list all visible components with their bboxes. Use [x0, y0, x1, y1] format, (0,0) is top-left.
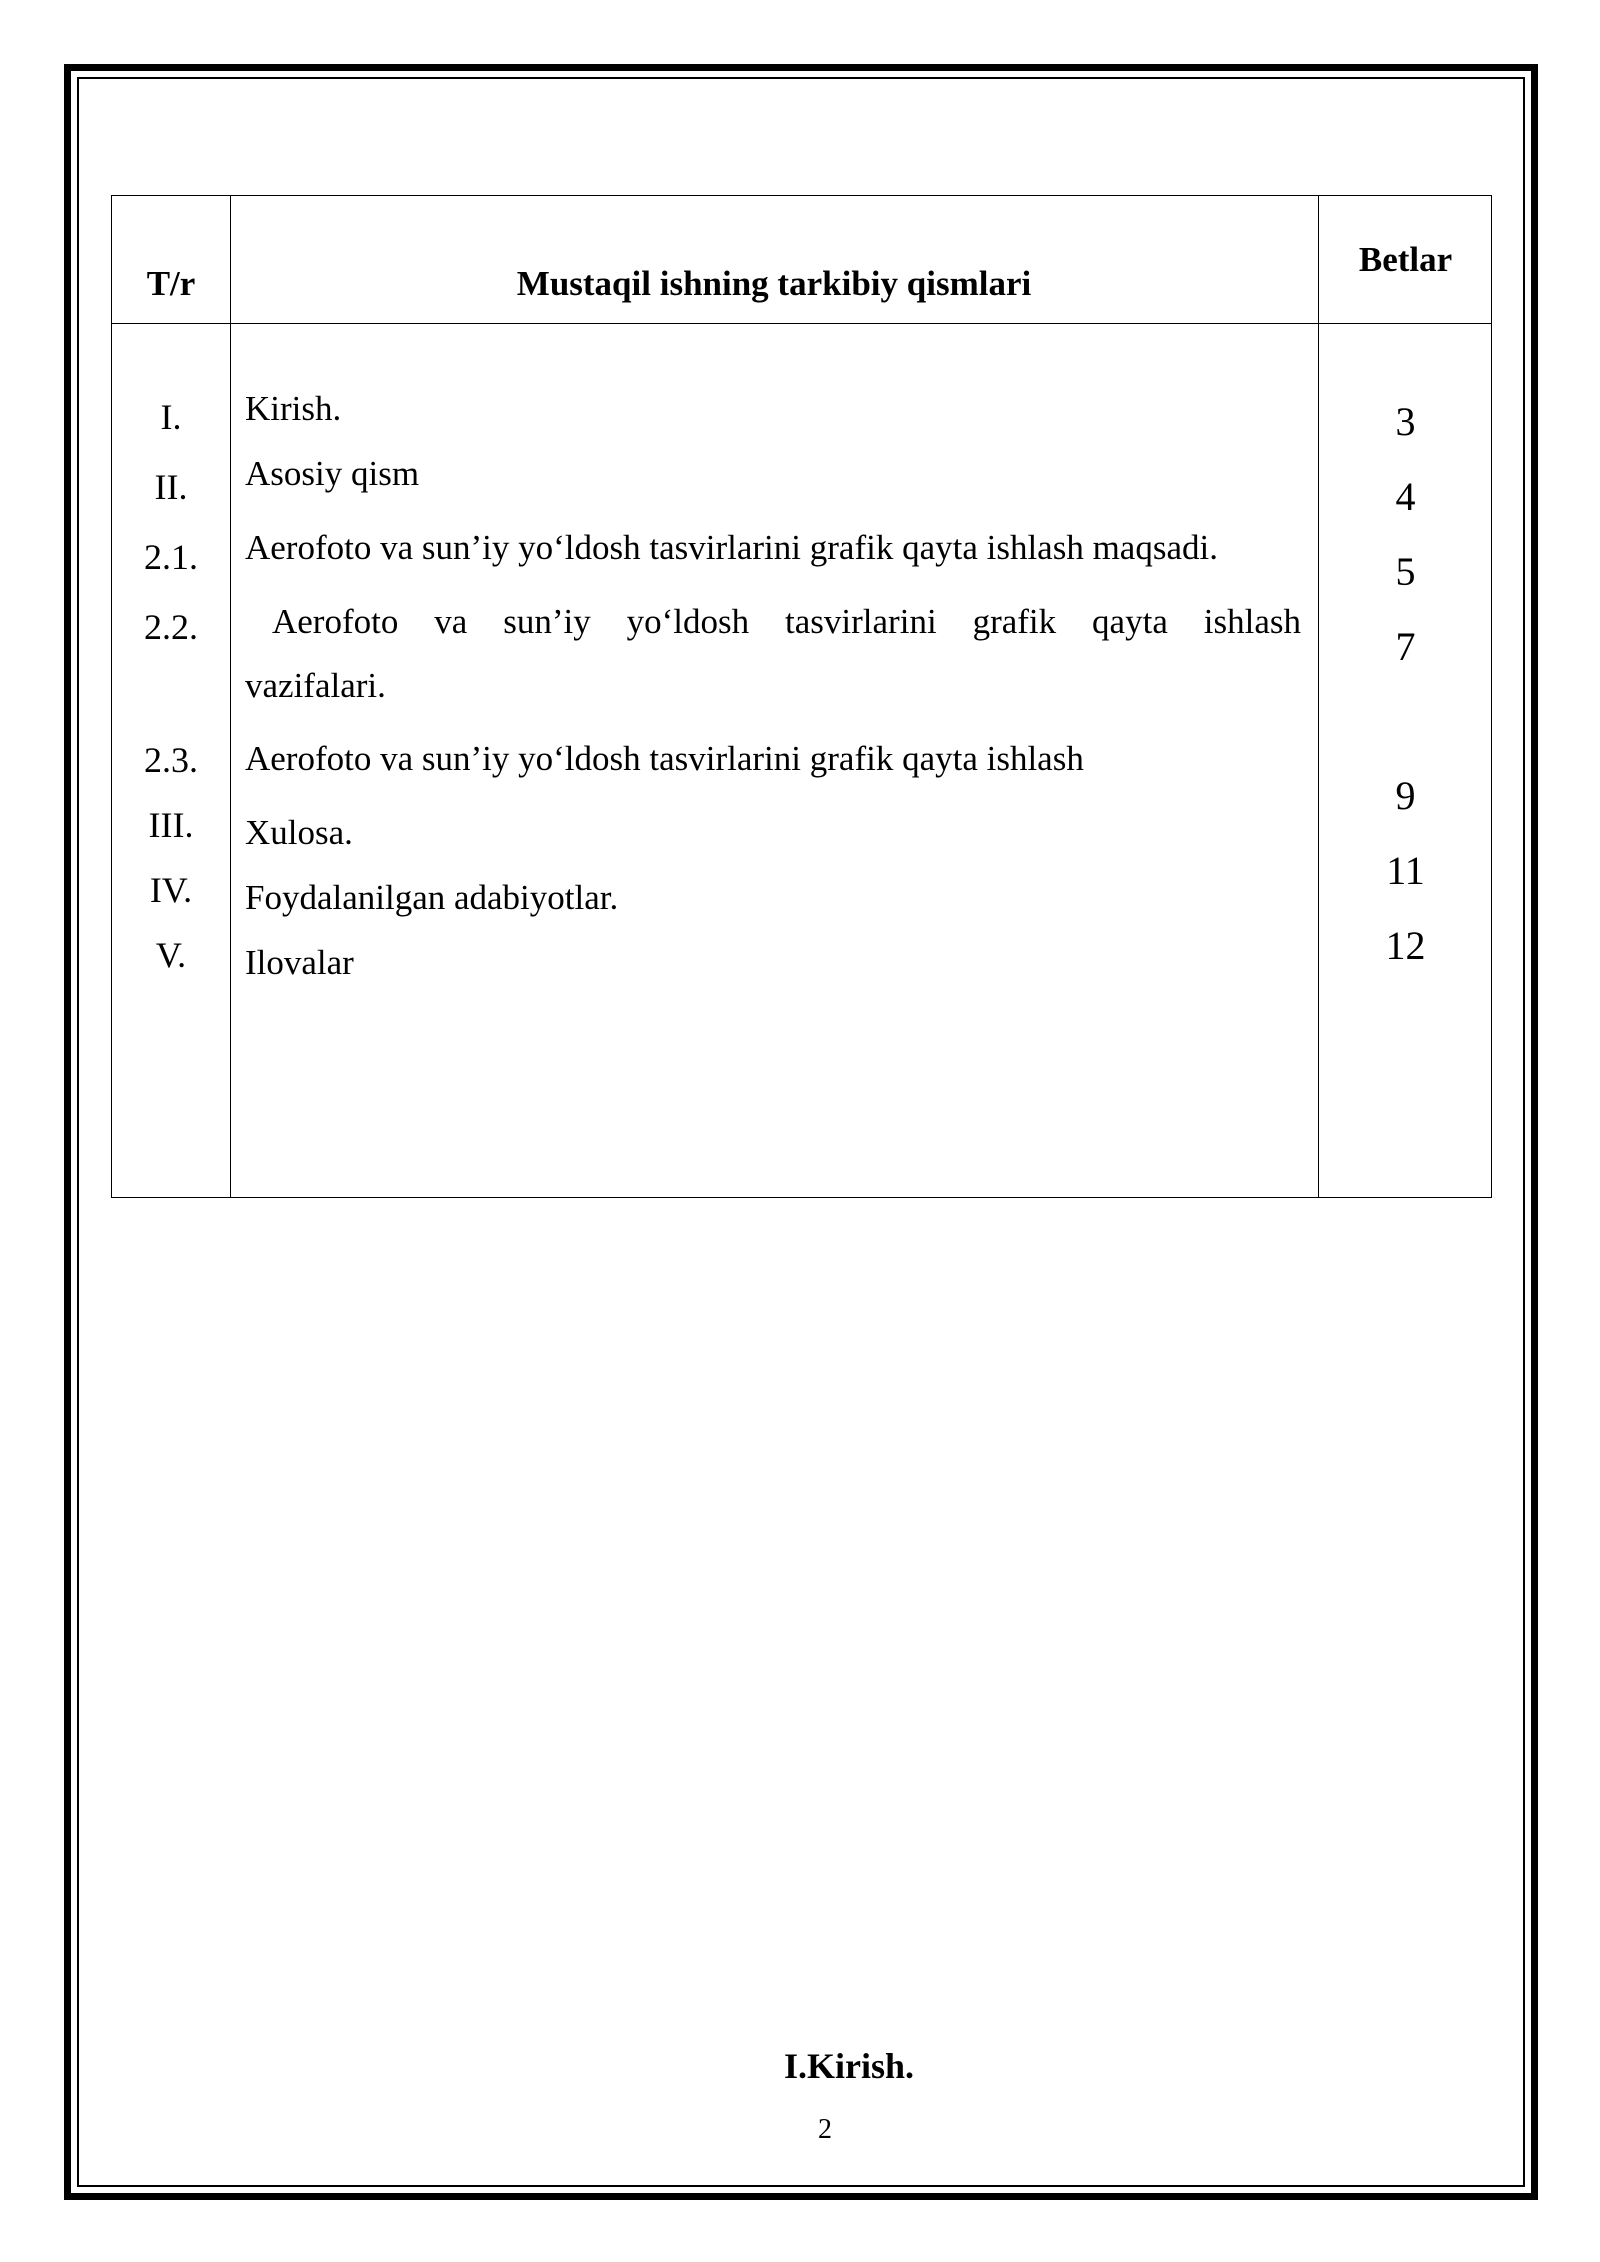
- column-divider: [230, 196, 231, 1197]
- toc-title: Aerofoto va sun’iy yo‘ldosh tasvirlarini grafik qayta ishlash: [272, 602, 1301, 641]
- toc-title: Kirish.: [245, 389, 342, 428]
- toc-number: II.: [154, 467, 188, 507]
- toc-number: 2.2.: [144, 607, 198, 647]
- toc-page: 4: [1395, 474, 1416, 519]
- toc-number: 2.3.: [144, 740, 198, 780]
- toc-title: Xulosa.: [245, 813, 353, 852]
- toc-title: vazifalari.: [245, 666, 386, 705]
- header-number: T/r: [146, 264, 196, 303]
- page-number: 2: [818, 2114, 832, 2145]
- table-of-contents: [111, 195, 1492, 1198]
- toc-number: 2.1.: [144, 537, 198, 577]
- toc-number: III.: [148, 805, 194, 845]
- toc-title: Asosiy qism: [245, 454, 420, 493]
- column-divider: [1318, 196, 1319, 1197]
- header-title: Mustaqil ishning tarkibiy qismlari: [516, 264, 1032, 303]
- header-pages: Betlar: [1358, 240, 1453, 279]
- toc-page: 12: [1385, 923, 1426, 968]
- toc-title: Aerofoto va sun’iy yo‘ldosh tasvirlarini grafik qayta ishlash: [245, 739, 1084, 778]
- toc-page: 7: [1395, 624, 1416, 669]
- toc-number: IV.: [149, 870, 193, 910]
- toc-title: Aerofoto va sun’iy yo‘ldosh tasvirlarini grafik qayta ishlash maqsadi.: [245, 528, 1218, 567]
- toc-page: 5: [1395, 549, 1416, 594]
- toc-title: Ilovalar: [245, 943, 354, 982]
- header-divider: [112, 323, 1491, 324]
- section-heading: I.Kirish.: [783, 2046, 915, 2086]
- toc-page: 3: [1395, 399, 1416, 444]
- toc-title: Foydalanilgan adabiyotlar.: [245, 878, 619, 917]
- toc-number: I.: [160, 397, 182, 437]
- toc-page: 11: [1386, 848, 1425, 893]
- toc-page: 9: [1395, 773, 1416, 818]
- toc-number: V.: [155, 935, 187, 975]
